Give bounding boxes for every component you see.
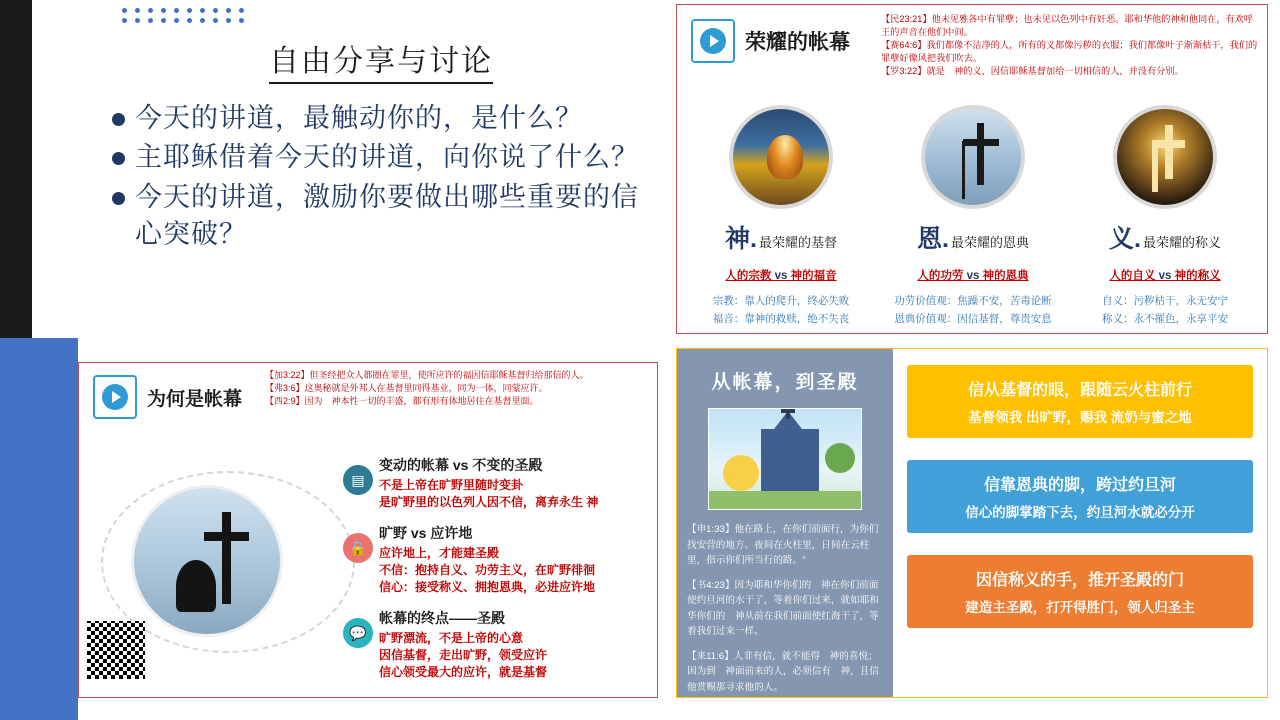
slide-card-glory (676, 4, 1268, 334)
qr-code (87, 621, 145, 679)
chat-icon: 💬 (343, 618, 373, 648)
discussion-bullet-1: 今天的讲道，最触动你的，是什么？ (135, 103, 583, 133)
glory-card-header (691, 19, 850, 63)
why-item-lines-1: 不是上帝在旷野里随时变卦 是旷野里的以色列人因不信，离弃永生 神 (379, 478, 599, 510)
glory-big-word: 恩. (917, 225, 949, 253)
verse-line: 【罗3:22】就是 神的义，因信耶稣基督加给一切相信的人，并没有分别。 (881, 66, 1184, 77)
glory-word-3 (1069, 219, 1261, 255)
glory-lines-1: 宗教：靠人的爬升，终必失败 福音：靠神的救赎，绝不失丧 (712, 295, 850, 325)
why-item-head-1: 变动的帐幕 vs 不变的圣殿 (379, 457, 543, 473)
temple-left-panel (677, 349, 893, 697)
list-item (112, 179, 660, 254)
verse-line: 【加3:22】但圣经把众人都圈在罪里，使所应许的福因信耶稣基督归给那信的人。 (265, 370, 589, 380)
why-card-header (93, 375, 242, 419)
verse-line: 【书4:23】因为耶和华你们的 神在你们前面使约旦河的水干了，等着你们过来，就如耶和华你们的 神从前在我们前面使红海干了，等着我们过来一样。 (687, 579, 879, 638)
mountain-fire-image (729, 105, 833, 209)
discussion-panel (96, 0, 666, 340)
glory-word-1 (685, 219, 877, 255)
glory-card-title: 荣耀的帐幕 (745, 31, 850, 54)
why-card-title: 为何是帐幕 (147, 388, 243, 410)
verse-line: 【弗3:6】这奥秘就是外邦人在基督里同得基业，同为一体，同蒙应许。 (265, 383, 548, 394)
glory-column-2 (877, 105, 1069, 329)
play-icon (93, 375, 137, 419)
temple-banner-1: 信从基督的眼，跟随云火柱前行 基督领我 出旷野，赐我 流奶与蜜之地 (907, 365, 1253, 438)
why-item-head-2: 旷野 vs 应许地 (379, 525, 473, 542)
temple-banner-2: 信靠恩典的脚，跨过约旦河 信心的脚掌踏下去，约旦河水就必分开 (907, 460, 1253, 533)
glory-contrast-3: 人的自义 vs 神的称义 (1109, 270, 1221, 282)
verse-line: 【民23:21】他未见雅各中有罪孽；也未见以色列中有奸恶。耶和华他的神和他同在，有欢呼王的声音在他们中间。 (881, 14, 1254, 38)
why-item-lines-3: 旷野漂流，不是上帝的心意 因信基督，走出旷野，领受应许 信心领受最大的应许，就是基督 (379, 631, 548, 680)
discussion-title-text: 自由分享与讨论 (269, 45, 493, 84)
glowing-cross-image (1113, 105, 1217, 209)
glory-sub-word: 最荣耀的基督 (758, 235, 837, 250)
why-card-verses (265, 369, 651, 408)
layers-icon: ▤ (343, 465, 373, 495)
discussion-bullet-list (112, 100, 660, 255)
glory-contrast-1: 人的宗教 vs 神的福音 (725, 270, 837, 282)
left-blue-bar (0, 338, 78, 720)
glory-sub-word: 最荣耀的称义 (1142, 235, 1221, 250)
glory-column-3 (1069, 105, 1261, 329)
discussion-title (96, 36, 666, 80)
church-illustration (708, 408, 862, 510)
photo-circle (131, 485, 283, 637)
bullet-dot-icon (112, 152, 125, 165)
glory-contrast-2: 人的功劳 vs 神的恩典 (917, 270, 1029, 282)
left-dark-bar (0, 0, 32, 338)
why-item-list (349, 455, 651, 693)
list-item (351, 455, 651, 511)
glory-columns (685, 105, 1261, 329)
discussion-bullet-3: 今天的讲道，激励你要做出哪些重要的信心突破？ (135, 181, 639, 249)
slide-card-temple (676, 348, 1268, 698)
list-item (349, 523, 651, 596)
glory-sub-word: 最荣耀的恩典 (950, 235, 1029, 250)
dot-grid-decoration (122, 8, 262, 36)
verse-line: 【来11:6】人非有信，就不能得 神的喜悦；因为到 神面前来的人，必须信有 神，且信他赏赐那寻求他的人。 (687, 650, 879, 693)
kneeling-cross-image (921, 105, 1025, 209)
glory-big-word: 神. (725, 225, 757, 253)
verse-line: 【西2:9】因为 神本性一切的丰盛，都有形有体地居住在基督里面。 (265, 396, 539, 407)
slide-card-why-tabernacle (78, 362, 658, 698)
glory-card-verses (881, 13, 1259, 78)
temple-verses (687, 522, 883, 695)
temple-banner-3: 因信称义的手，推开圣殿的门 建造主圣殿，打开得胜门，领人归圣主 (907, 555, 1253, 628)
verse-line: 【申1:33】他在路上，在你们前面行，为你们找安营的地方。夜间在火柱里，日间在云柱里，指示你们所当行的路。" (687, 524, 879, 567)
why-item-head-3: 帐幕的终点——圣殿 (379, 610, 505, 627)
bullet-dot-icon (112, 192, 125, 205)
bullet-dot-icon (112, 113, 125, 126)
temple-banner-list (893, 349, 1267, 697)
list-item (112, 139, 660, 176)
list-item (349, 608, 651, 681)
list-item (112, 100, 660, 137)
why-item-lines-2: 应许地上，才能建圣殿 不信：抱持自义、功劳主义，在旷野徘徊 信心：接受称义、拥抱恩典，必进应许地 (379, 546, 596, 595)
glory-column-1 (685, 105, 877, 329)
glory-word-2 (877, 219, 1069, 255)
discussion-bullet-2: 主耶稣借着今天的讲道，向你说了什么？ (135, 142, 639, 173)
glory-lines-2: 功劳价值观：焦躁不安，苦毒论断 恩典价值观：因信基督，尊贵安息 (894, 295, 1052, 325)
play-icon (691, 19, 735, 63)
lock-icon: 🔒 (343, 533, 373, 563)
glory-lines-3: 自义：污秽枯干，永无安宁 称义：永不罹色，永享平安 (1102, 295, 1228, 325)
temple-card-title: 从帐幕，到圣殿 (711, 372, 859, 393)
verse-line: 【赛64:6】我们都像不洁净的人，所有的义都像污秽的衣服；我们都像叶子渐渐枯干，我们的罪孽好像风把我们吹去。 (881, 40, 1258, 64)
glory-big-word: 义. (1109, 225, 1141, 253)
